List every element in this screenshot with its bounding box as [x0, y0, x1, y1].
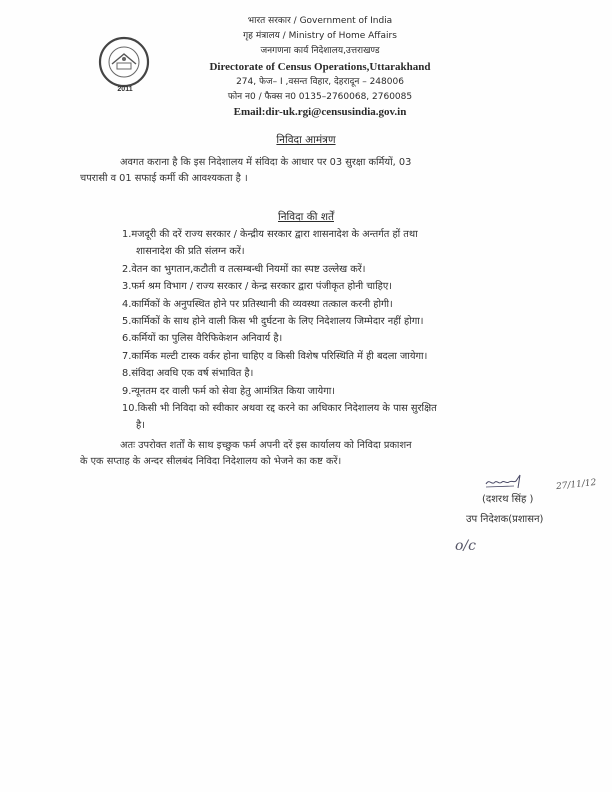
term-text: 9.न्यूनतम दर वाली फर्म को सेवा हेतु आमंत्रित किया जायेगा। — [122, 385, 336, 397]
terms-heading — [0, 210, 612, 224]
term-item — [122, 261, 572, 278]
notice-title-text: निविदा आमंत्रण — [276, 134, 336, 146]
term-text: 8.संविदा अवधि एक वर्ष संभावित है। — [122, 368, 254, 380]
letterhead-directorate-hindi: जनगणना कार्य निदेशालय,उत्तराखण्ड — [260, 46, 380, 57]
letterhead-address: 274, फेज– I ,वसन्त विहार, देहरादून – 248006 — [236, 76, 404, 87]
closing-line-1: अतः उपरोक्त शर्तों के साथ इच्छुक फर्म अपनी दरें इस कार्यालय को निविदा प्रकाशन — [120, 440, 412, 451]
handwritten-signature-icon — [484, 474, 524, 490]
term-item — [122, 278, 572, 295]
terms-list — [122, 226, 572, 435]
term-item — [122, 330, 572, 347]
term-text: 6.कर्मियों का पुलिस वैरिफिकेशन अनिवार्य है। — [122, 333, 283, 345]
handwritten-date: 27/11/12 — [555, 477, 597, 493]
term-item — [122, 226, 572, 261]
signatory-name: (दशरथ सिंह ) — [482, 494, 534, 505]
emblem-year: 2011 — [117, 86, 133, 93]
letterhead-government: भारत सरकार / Government of India — [247, 16, 393, 26]
closing-paragraph — [80, 438, 532, 470]
intro-line-1: अवगत कराना है कि इस निदेशालय में संविदा के आधार पर 03 सुरक्षा कर्मियों, 03 — [120, 157, 412, 168]
term-continuation: है। — [136, 420, 145, 432]
term-text: 1.मजदूरी की दरें राज्य सरकार / केन्द्रीय सरकार द्वारा शासनादेश के अन्तर्गत हों तथा — [122, 229, 418, 240]
intro-paragraph — [80, 155, 532, 187]
closing-line-2: के एक सप्ताह के अन्दर सीलबंद निविदा निदेशालय को भेजने का कष्ट करें। — [80, 456, 342, 467]
signatory-designation: उप निदेशक(प्रशासन) — [466, 514, 544, 525]
term-item — [122, 383, 572, 400]
term-text: 3.फर्म श्रम विभाग / राज्य सरकार / केन्द्र सरकार द्वारा पंजीकृत होनी चाहिए। — [122, 281, 392, 293]
term-item — [122, 296, 572, 313]
letterhead-email: Email:dir-uk.rgi@censusindia.gov.in — [233, 106, 407, 119]
letterhead — [190, 14, 450, 120]
term-text: 5.कार्मिकों के साथ होने वाली किस भी दुर्घटना के लिए निदेशालय जिम्मेदार नहीं होगा। — [122, 316, 424, 328]
term-text: 10.किसी भी निविदा को स्वीकार अथवा रद्द करने का अधिकार निदेशालय के पास सुरक्षित — [122, 403, 437, 415]
term-item — [122, 313, 572, 330]
letterhead-directorate-english: Directorate of Census Operations,Uttarakhand — [209, 60, 431, 73]
term-continuation: शासनादेश की प्रति संलग्न करें। — [136, 246, 245, 258]
census-of-india-emblem-icon — [98, 36, 150, 88]
term-text: 4.कार्मिकों के अनुपस्थित होने पर प्रतिस्थानी की व्यवस्था तत्काल करनी होगी। — [122, 298, 393, 310]
intro-line-2: चपरासी व 01 सफाई कर्मी की आवश्यकता है । — [80, 173, 248, 184]
term-item — [122, 400, 572, 435]
term-item — [122, 348, 572, 365]
terms-heading-text: निविदा की शर्तें — [278, 211, 334, 223]
letterhead-phone-fax: फोन न0 / फैक्स न0 0135–2760068, 2760085 — [227, 92, 413, 103]
term-item — [122, 365, 572, 382]
term-text: 2.वेतन का भुगतान,कटौती व तत्सम्बन्धी नियमों का स्पष्ट उल्लेख करें। — [122, 263, 366, 275]
notice-title — [0, 133, 612, 147]
handwritten-oc-note: o/c — [455, 538, 476, 554]
term-text: 7.कार्मिक मल्टी टास्क वर्कर होना चाहिए व किसी विशेष परिस्थिति में ही बदला जायेगा। — [122, 350, 428, 362]
letterhead-ministry: गृह मंत्रालय / Ministry of Home Affairs — [243, 31, 397, 42]
